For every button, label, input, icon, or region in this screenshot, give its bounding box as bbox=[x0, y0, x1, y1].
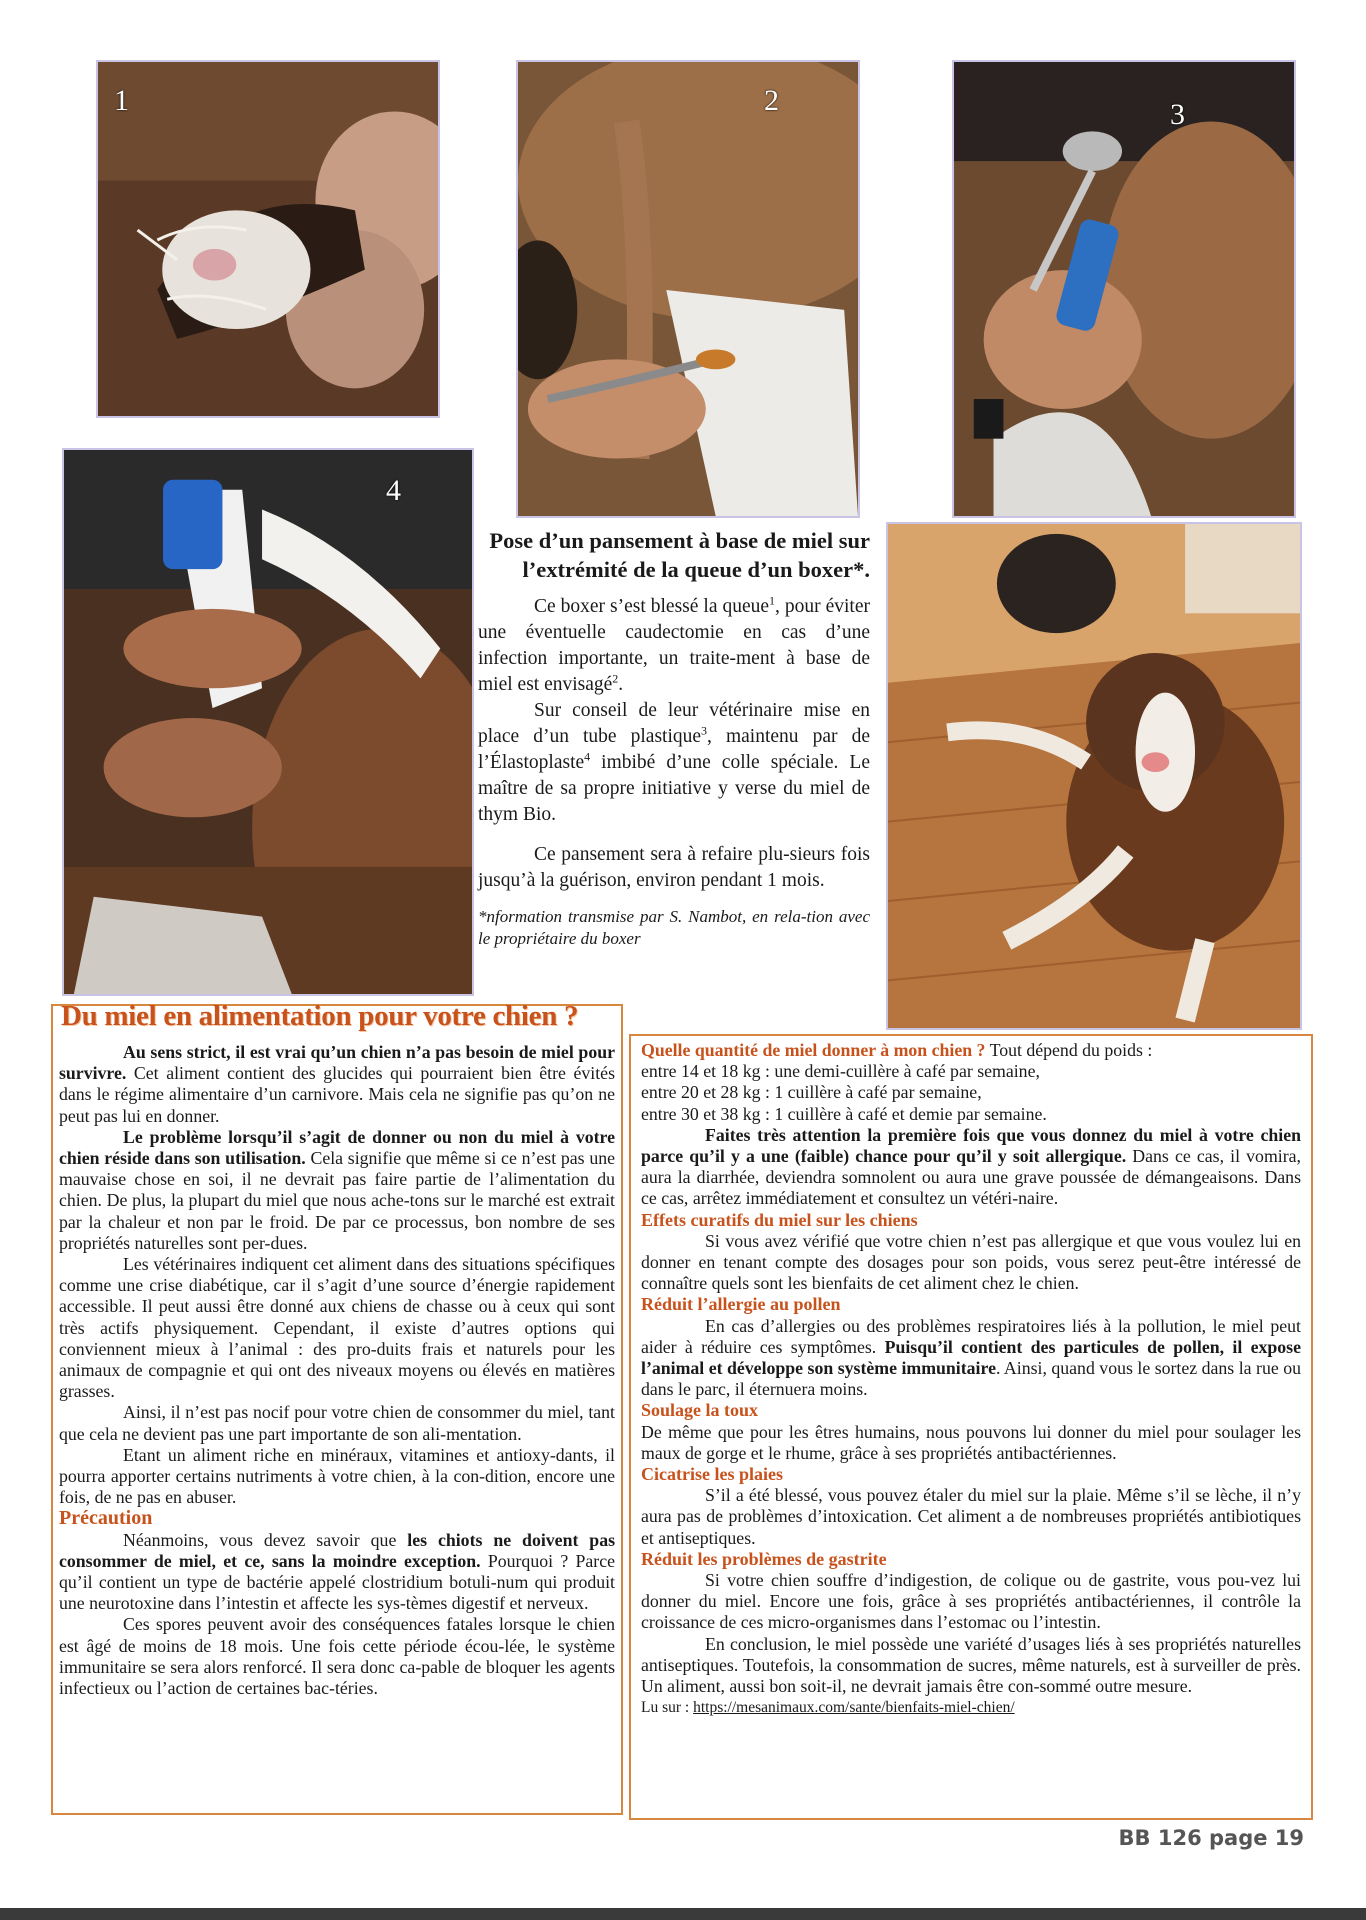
left-paragraph-4: Ainsi, il n’est pas nocif pour votre chien de consommer du miel, tant que cela ne devient pas une part importante de son ali-mentation. bbox=[59, 1402, 615, 1444]
right-paragraph-3 bbox=[641, 1316, 1301, 1401]
right-p1-text: Dans ce cas, il vomira, aura la diarrhée, deviendra somnolent ou aura une grave poussée de démangeaisons. Dans ce cas, arrêtez immédiatement et consultez un vétéri-naire. bbox=[641, 1146, 1301, 1209]
right-paragraph-1 bbox=[641, 1125, 1301, 1210]
right-paragraph-2: Si vous avez vérifié que votre chien n’est pas allergique et que vous voulez lui en donner en tenant compte des dosages pour son poids, vous serez peut-être intéressé de connaître quels sont les bienfaits de cet aliment chez le chien. bbox=[641, 1230, 1301, 1294]
bottom-bar bbox=[0, 1908, 1366, 1920]
photo-3 bbox=[952, 60, 1296, 518]
right-paragraph-7: En conclusion, le miel possède une variété d’usages liés à ses propriétés naturelles antiseptiques. Toutefois, la consommation de sucres, même naturels, est à surveiller de près. Un aliment, aussi bon soit-il, ne devrait jamais être con-sommé outre mesure. bbox=[641, 1633, 1301, 1697]
left-paragraph-6 bbox=[59, 1530, 615, 1615]
left-p6-text: Néanmoins, vous devez savoir que bbox=[123, 1529, 408, 1550]
left-paragraph-7: Ces spores peuvent avoir des conséquences fatales lorsque le chien est âgé de moins de 18 mois. Une fois cette période écou-lée, le système immunitaire se sera alors renforcé. Il sera donc ca-pable de bloquer les agents infectieux ou l’action de certaines bac-téries. bbox=[59, 1614, 615, 1699]
photo-3-image bbox=[954, 62, 1294, 516]
right-p1-bold: Faites très attention la première fois que vous donnez du miel à votre chien parce qu’il y a une (faible) chance pour qu’il y soit allergique. bbox=[641, 1124, 1301, 1167]
left-p6-bold: les chiots ne doivent pas consommer de miel, et ce, sans la moindre exception. bbox=[59, 1529, 616, 1571]
caption-paragraph-1 bbox=[478, 594, 870, 698]
photo-2 bbox=[516, 60, 860, 518]
source-link[interactable]: https://mesanimaux.com/sante/bienfaits-miel-chien/ bbox=[693, 1699, 1015, 1717]
left-paragraph-3: Les vétérinaires indiquent cet aliment dans des situations spécifiques comme une crise diabétique, car il s’agit d’une source d’énergie rapidement accessible. Il peut aussi être donné aux chiens de chasse ou à ceux qui sont très actifs physiquement. Cependant, il existe d’autres options qui conviennent mieux à l’animal : des pro-duits frais et naturels pour les animaux de compagnie et qui ont des niveaux moyens ou élevés en matières grasses. bbox=[59, 1254, 615, 1402]
section-heading-effects: Effets curatifs du miel sur les chiens bbox=[641, 1209, 918, 1230]
photo-4 bbox=[62, 448, 474, 996]
caption-credit: *nformation transmise par S. Nambot, en rela-tion avec le propriétaire du boxer bbox=[478, 907, 870, 948]
dosage-question: Quelle quantité de miel donner à mon chien ? bbox=[641, 1040, 986, 1060]
section-heading-gastritis: Réduit les problèmes de gastrite bbox=[641, 1548, 887, 1569]
dosage-question-rest: Tout dépend du poids : bbox=[985, 1040, 1153, 1060]
photo-1 bbox=[96, 60, 440, 418]
footnote-ref-1: 1 bbox=[769, 593, 776, 608]
source-line bbox=[641, 1697, 1301, 1718]
left-paragraph-2 bbox=[59, 1127, 615, 1254]
photo-4-number: 4 bbox=[386, 474, 401, 507]
photo-3-number: 3 bbox=[1170, 98, 1185, 131]
section-heading-precaution: Précaution bbox=[59, 1507, 153, 1530]
article-title: Du miel en alimentation pour votre chien ? bbox=[61, 1000, 579, 1032]
right-paragraph-4: De même que pour les êtres humains, nous pouvons lui donner du miel pour soulager les maux de gorge et le rhume, grâce à ses propriétés antibactériennes. bbox=[641, 1421, 1301, 1463]
caption-p1-text: Ce boxer s’est blessé la queue bbox=[534, 596, 770, 617]
left-paragraph-5: Etant un aliment riche en minéraux, vitamines et antioxy-dants, il pourra apporter certains nutriments à votre chien, à la con-dition, encore une fois, de ne pas en abuser. bbox=[59, 1444, 615, 1508]
photo-2-image bbox=[518, 62, 858, 516]
boxer-dog-image bbox=[888, 524, 1300, 1028]
left-paragraph-1 bbox=[59, 1042, 615, 1127]
caption-paragraph-3: Ce pansement sera à refaire plu-sieurs fois jusqu’à la guérison, environ pendant 1 mois. bbox=[478, 844, 870, 891]
photo-caption bbox=[478, 526, 870, 950]
caption-paragraph-2 bbox=[478, 698, 870, 828]
caption-p1-text-c: . bbox=[618, 674, 624, 695]
right-p3-bold: Puisqu’il contient des particules de pollen, il expose l’animal et développe son système immunitaire bbox=[641, 1336, 1301, 1379]
dosage-intro bbox=[641, 1040, 1301, 1061]
right-paragraph-6: Si votre chien souffre d’indigestion, de colique ou de gastrite, vous pou-vez lui donner du miel. Encore une fois, grâce à ses propriétés antibactériennes, il contrôle la croissance de ces micro-organismes dans l’estomac ou l’intestin. bbox=[641, 1570, 1301, 1633]
caption-p2-text-b: , maintenu par de l’Élastoplaste bbox=[478, 726, 870, 773]
right-p3-text-b: . Ainsi, quand vous le sortez dans la rue ou dans le parc, il éternuera moins. bbox=[641, 1358, 1301, 1400]
left-p1-bold: Au sens strict, il est vrai qu’un chien n’a pas besoin de miel pour survivre. bbox=[59, 1042, 615, 1084]
caption-p2-text: Sur conseil de leur vétérinaire mise en place d’un tube plastique bbox=[478, 700, 870, 747]
left-p2-bold: Le problème lorsqu’il s’agit de donner ou non du miel à votre chien réside dans son utilisation. bbox=[59, 1126, 615, 1169]
photo-1-image bbox=[98, 62, 438, 416]
left-p2-text: Cela signifie que même si ce n’est pas une mauvaise chose en soi, il ne devrait pas faire partie de l’alimentation du chien. De plus, la plupart du miel que nous ache-tons sur le marché est extrait par la chaleur et non par le froid. De par ce processus, bon nombre de ses propriétés naturelles sont per-dues. bbox=[59, 1148, 616, 1253]
caption-title: Pose d’un pansement à base de miel sur l’extrémité de la queue d’un boxer*. bbox=[489, 528, 870, 582]
photo-4-image bbox=[64, 450, 472, 994]
dose-line-2: entre 20 et 28 kg : 1 cuillère à café par semaine, bbox=[641, 1082, 982, 1103]
photo-1-number: 1 bbox=[114, 84, 129, 117]
dose-line-1: entre 14 et 18 kg : une demi-cuillère à café par semaine, bbox=[641, 1061, 1040, 1082]
footnote-ref-3: 3 bbox=[701, 723, 708, 738]
right-paragraph-5: S’il a été blessé, vous pouvez étaler du miel sur la plaie. Même s’il se lèche, il n’y aura pas de problèmes d’intoxication. Cet aliment a de nombreuses propriétés antibiotiques et antiseptiques. bbox=[641, 1485, 1301, 1548]
right-p3-text: En cas d’allergies ou des problèmes respiratoires liés à la pollution, le miel peut aider à réduire ces symptômes. bbox=[641, 1315, 1301, 1357]
footnote-ref-4: 4 bbox=[584, 749, 591, 764]
left-p6-text-b: Pourquoi ? Parce qu’il contient un type de bactérie appelé clostridium botuli-num qui produit une neurotoxine dans l’intestin et affecte les sys-tèmes digestif et nerveux. bbox=[59, 1550, 615, 1614]
section-heading-cough: Soulage la toux bbox=[641, 1400, 759, 1421]
section-heading-pollen: Réduit l’allergie au pollen bbox=[641, 1294, 841, 1315]
section-heading-wounds: Cicatrise les plaies bbox=[641, 1464, 783, 1485]
page-number: BB 126 page 19 bbox=[1118, 1826, 1304, 1850]
dose-line-3: entre 30 et 38 kg : 1 cuillère à café et demie par semaine. bbox=[641, 1103, 1047, 1124]
photo-2-number: 2 bbox=[764, 84, 779, 117]
article-honey-dosage bbox=[629, 1034, 1313, 1820]
photo-boxer-dog bbox=[886, 522, 1302, 1030]
caption-p1-text-b: , pour éviter une éventuelle caudectomie en cas d’une infection importante, un traite-ment à base de miel est envisagé bbox=[478, 596, 870, 695]
article-honey-feeding bbox=[51, 1000, 623, 1815]
source-label: Lu sur : bbox=[641, 1699, 694, 1717]
footnote-ref-2: 2 bbox=[612, 671, 619, 686]
left-p1-text: Cet aliment contient des glucides qui pourraient bien être évités dans le régime alimentaire d’un carnivore. Mais cela ne signifie pas qu’on ne peut pas lui en donner. bbox=[59, 1063, 615, 1126]
caption-p2-text-c: imbibé d’une colle spéciale. Le maître de sa propre initiative y verse du miel de thym Bio. bbox=[478, 752, 870, 825]
